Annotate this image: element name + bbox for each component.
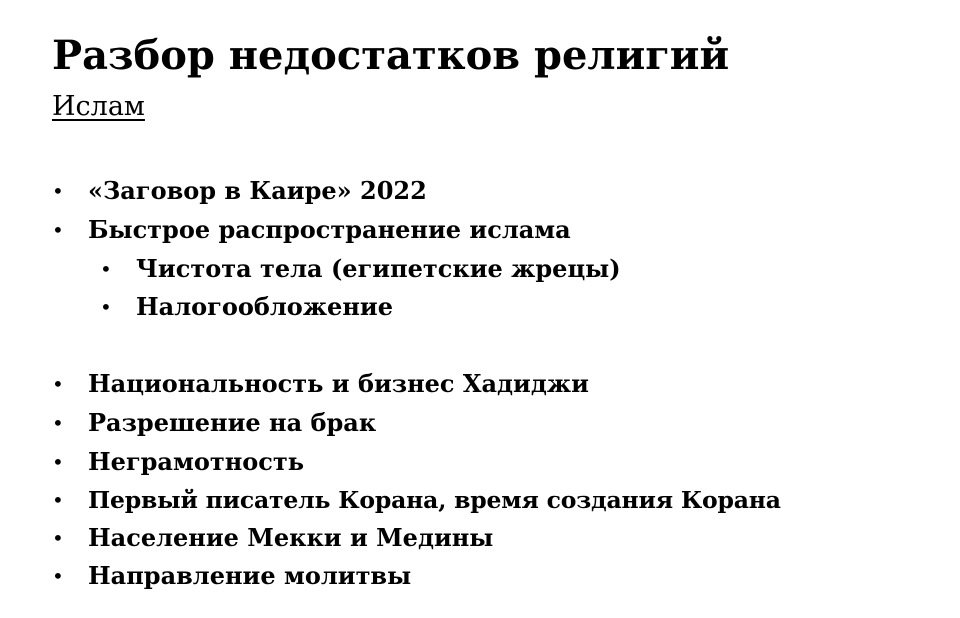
- list-item-text: Быстрое распространение ислама: [88, 215, 571, 244]
- list-item-text: Направление молитвы: [88, 561, 412, 590]
- list-item-text: Неграмотность: [88, 447, 305, 476]
- list-item-text: «Заговор в Каире» 2022: [88, 176, 427, 205]
- bullet-icon: •: [52, 564, 64, 588]
- list-item-text: Разрешение на брак: [88, 408, 377, 437]
- bullet-icon: •: [52, 218, 64, 242]
- list-item: [52, 215, 571, 245]
- list-item-text: Налогообложение: [136, 292, 393, 321]
- slide-title: Разбор недостатков религий: [52, 32, 730, 79]
- list-item: [52, 369, 589, 399]
- bullet-icon: •: [52, 526, 64, 550]
- bullet-icon: •: [52, 411, 64, 435]
- bullet-icon: •: [100, 295, 112, 319]
- list-item-text: Первый писатель Корана, время создания Корана: [88, 486, 781, 514]
- list-item: [52, 561, 412, 591]
- bullet-icon: •: [52, 179, 64, 203]
- list-item: [52, 485, 781, 515]
- list-item-text: Национальность и бизнес Хадиджи: [88, 369, 589, 398]
- bullet-icon: •: [100, 257, 112, 281]
- list-item: [100, 254, 621, 284]
- list-item: [52, 523, 494, 553]
- bullet-icon: •: [52, 488, 64, 512]
- list-item: [100, 292, 393, 322]
- list-item: [52, 408, 377, 438]
- bullet-icon: •: [52, 372, 64, 396]
- list-item: [52, 447, 305, 477]
- list-item-text: Население Мекки и Медины: [88, 523, 494, 552]
- list-item-text: Чистота тела (египетские жрецы): [136, 254, 621, 283]
- list-item: [52, 176, 427, 206]
- slide-subtitle: Ислам: [52, 91, 145, 122]
- bullet-icon: •: [52, 450, 64, 474]
